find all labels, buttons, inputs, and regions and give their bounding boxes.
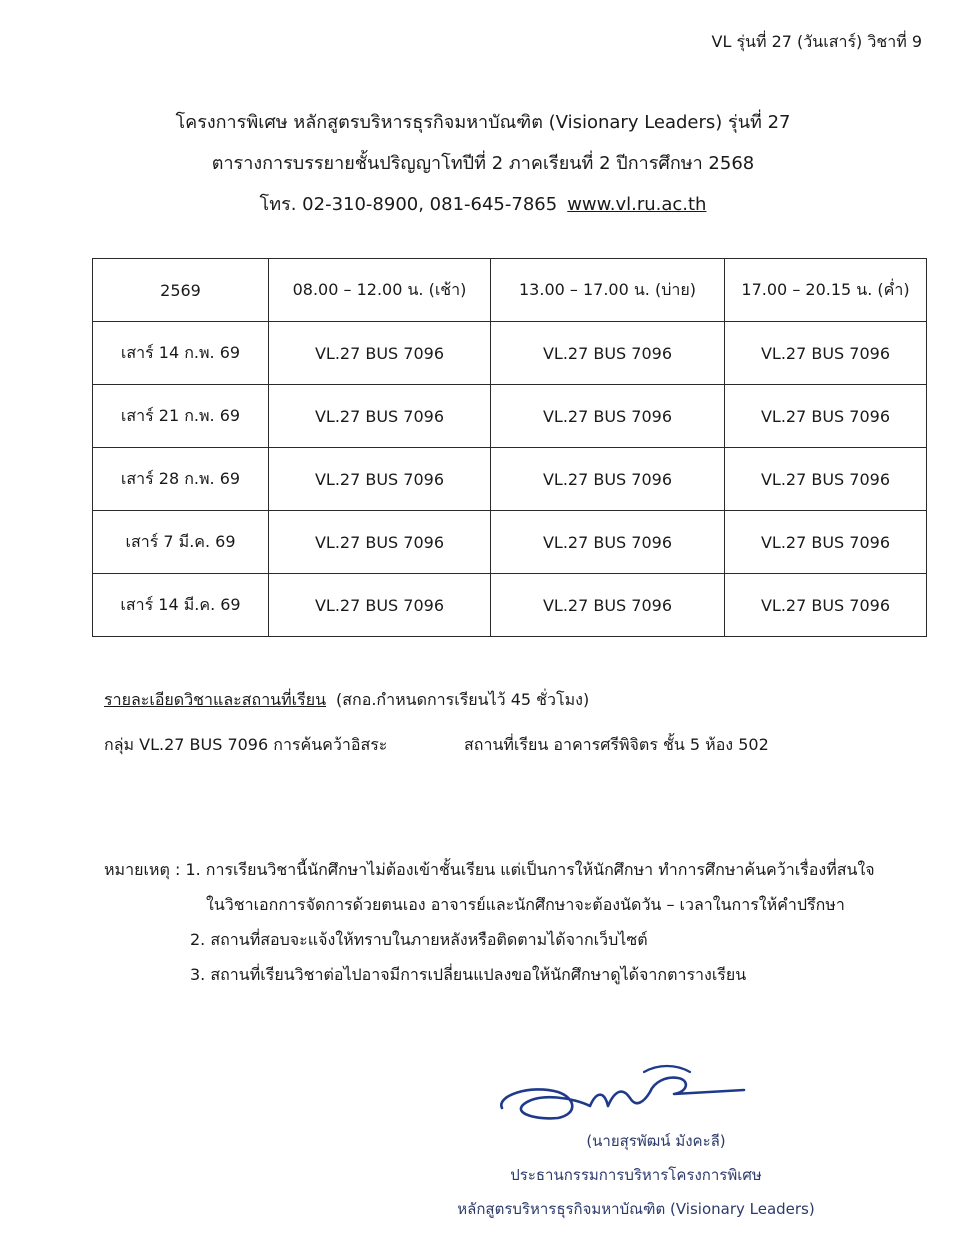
cell-evening: VL.27 BUS 7096	[725, 574, 927, 637]
cell-morning: VL.27 BUS 7096	[269, 322, 491, 385]
table-row	[93, 574, 927, 637]
cell-afternoon: VL.27 BUS 7096	[491, 448, 725, 511]
table-row	[93, 322, 927, 385]
page-reference: VL รุ่นที่ 27 (วันเสาร์) วิชาที่ 9	[711, 32, 922, 51]
cell-date: เสาร์ 28 ก.พ. 69	[93, 448, 269, 511]
note-1: 1. การเรียนวิชานี้นักศึกษาไม่ต้องเข้าชั้นเรียน แต่เป็นการให้นักศึกษา ทำการศึกษาค้นคว้าเรื่องที่สนใจ	[185, 860, 875, 879]
note-3: 3. สถานที่เรียนวิชาต่อไปอาจมีการเปลี่ยนแปลงขอให้นักศึกษาดูได้จากตารางเรียน	[190, 965, 747, 984]
cell-date: เสาร์ 7 มี.ค. 69	[93, 511, 269, 574]
cell-morning: VL.27 BUS 7096	[269, 511, 491, 574]
signature-image	[494, 1062, 754, 1132]
table-header-row	[93, 259, 927, 322]
header-title: โครงการพิเศษ หลักสูตรบริหารธุรกิจมหาบัณฑิต (Visionary Leaders) รุ่นที่ 27	[175, 112, 791, 133]
signatory-name: (นายสุรพัฒน์ มังคะลี)	[586, 1132, 726, 1150]
cell-afternoon: VL.27 BUS 7096	[491, 574, 725, 637]
details-hours-note: (สกอ.กำหนดการเรียนไว้ 45 ชั่วโมง)	[336, 690, 590, 709]
cell-morning: VL.27 BUS 7096	[269, 448, 491, 511]
header-url-link[interactable]: www.vl.ru.ac.th	[567, 194, 707, 215]
column-header-evening: 17.00 – 20.15 น. (ค่ำ)	[725, 259, 927, 322]
table-row	[93, 385, 927, 448]
note-1-continued: ในวิชาเอกการจัดการด้วยตนเอง อาจารย์และนักศึกษาจะต้องนัดวัน – เวลาในการให้คำปรึกษา	[206, 895, 845, 914]
course-location: สถานที่เรียน อาคารศรีพิจิตร ชั้น 5 ห้อง 502	[464, 735, 769, 754]
details-heading	[104, 688, 589, 713]
header-subtitle: ตารางการบรรยายชั้นปริญญาโทปีที่ 2 ภาคเรียนที่ 2 ปีการศึกษา 2568	[211, 153, 755, 174]
cell-evening: VL.27 BUS 7096	[725, 322, 927, 385]
cell-date: เสาร์ 14 มี.ค. 69	[93, 574, 269, 637]
column-header-afternoon: 13.00 – 17.00 น. (บ่าย)	[491, 259, 725, 322]
cell-evening: VL.27 BUS 7096	[725, 448, 927, 511]
notes-section	[104, 852, 934, 992]
cell-evening: VL.27 BUS 7096	[725, 511, 927, 574]
signatory-block	[426, 1124, 846, 1226]
table-row	[93, 511, 927, 574]
schedule-table	[92, 258, 927, 637]
column-header-morning: 08.00 – 12.00 น. (เช้า)	[269, 259, 491, 322]
column-header-year: 2569	[93, 259, 269, 322]
cell-date: เสาร์ 14 ก.พ. 69	[93, 322, 269, 385]
table-row	[93, 448, 927, 511]
signatory-position: ประธานกรรมการบริหารโครงการพิเศษ	[510, 1166, 762, 1184]
cell-afternoon: VL.27 BUS 7096	[491, 511, 725, 574]
note-2: 2. สถานที่สอบจะแจ้งให้ทราบในภายหลังหรือติดตามได้จากเว็บไซต์	[190, 930, 648, 949]
cell-evening: VL.27 BUS 7096	[725, 385, 927, 448]
course-info: กลุ่ม VL.27 BUS 7096 การค้นคว้าอิสระ	[104, 735, 388, 754]
signatory-program: หลักสูตรบริหารธุรกิจมหาบัณฑิต (Visionary Leaders)	[457, 1200, 815, 1218]
notes-label: หมายเหตุ :	[104, 860, 181, 879]
cell-morning: VL.27 BUS 7096	[269, 385, 491, 448]
cell-afternoon: VL.27 BUS 7096	[491, 322, 725, 385]
details-title: รายละเอียดวิชาและสถานที่เรียน	[104, 690, 327, 709]
header-phone: โทร. 02-310-8900, 081-645-7865	[259, 194, 558, 215]
cell-date: เสาร์ 21 ก.พ. 69	[93, 385, 269, 448]
cell-morning: VL.27 BUS 7096	[269, 574, 491, 637]
course-details	[104, 733, 769, 758]
cell-afternoon: VL.27 BUS 7096	[491, 385, 725, 448]
document-header	[0, 102, 966, 225]
header-contact	[0, 184, 966, 225]
